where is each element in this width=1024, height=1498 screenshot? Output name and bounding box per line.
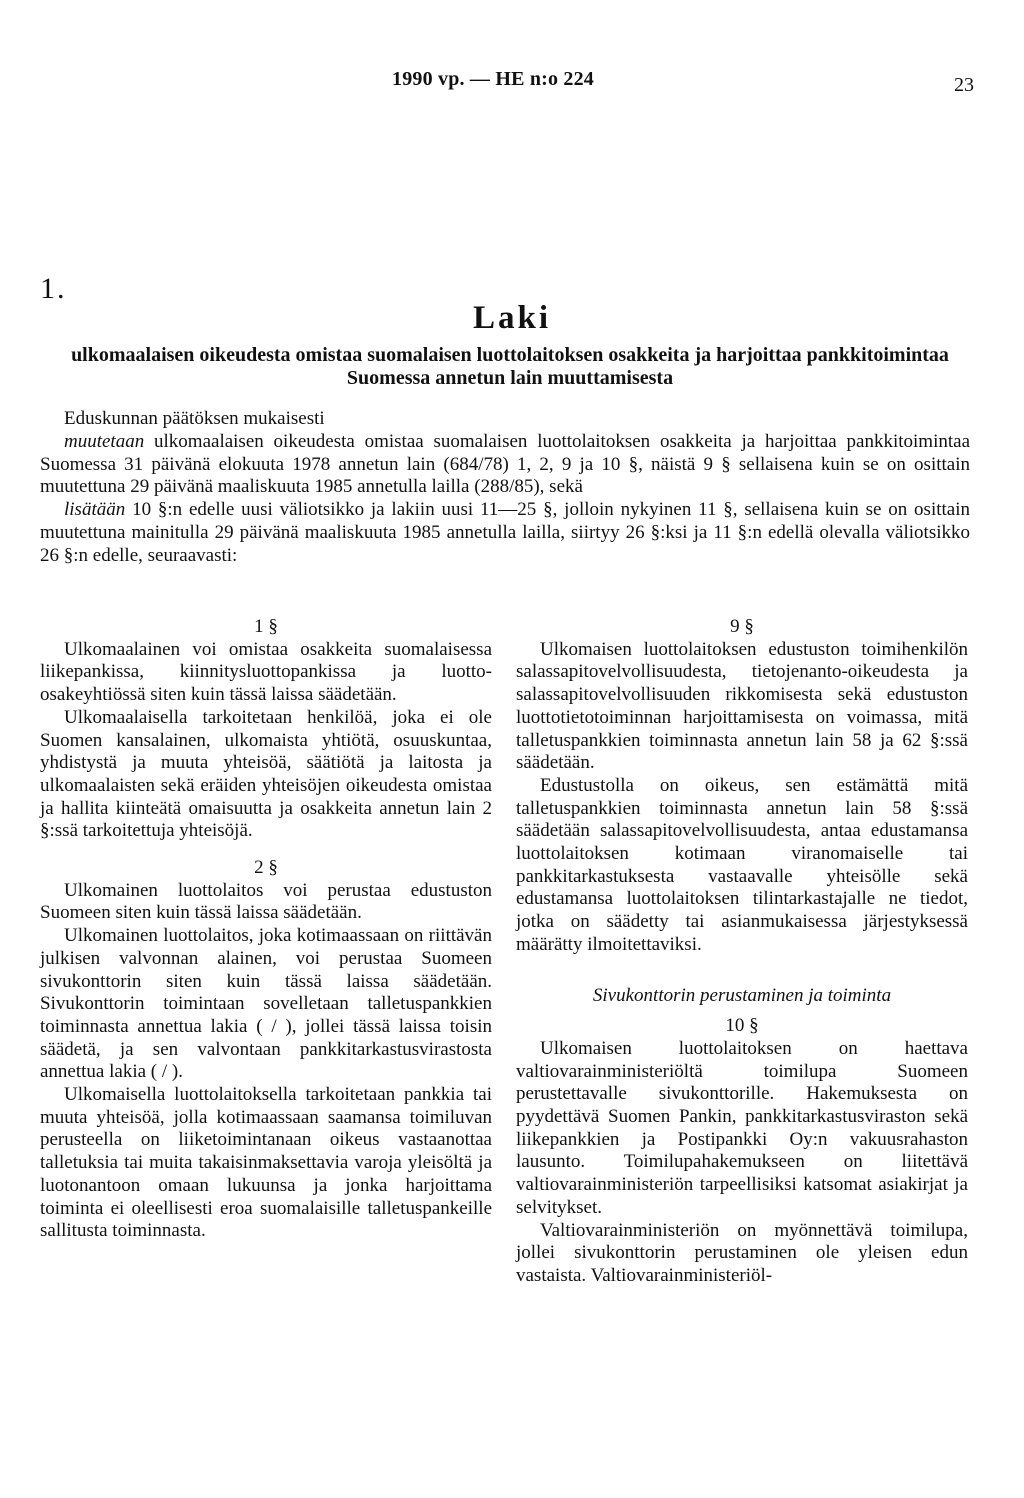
- section-2-paragraph-3: Ulkomaisella luottolaitoksella tarkoitetaan pankkia tai muuta yhteisöä, jolla kotimaassaan saamansa toimiluvan perusteella on liiketoimintanaan oikeus vastaanottaa talletuksia tai muita takaisinmaksettavia varoja yleisöltä ja luotonantoon omaan lukuunsa ja jonka harjoittama toiminta ei oleellisesti eroa suomalaisille talletuspankeille sallitusta toiminnasta.: [40, 1084, 492, 1242]
- section-2-heading: 2 §: [254, 857, 278, 879]
- enacting-clause: Eduskunnan päätöksen mukaisesti: [64, 408, 325, 429]
- section-10-paragraph-1: Ulkomaisen luottolaitoksen on haettava valtiovarainministeriöltä toimilupa Suomeen perustettavalle sivukonttorille. Hakemuksesta on pyydettävä Suomen Pankin, pankkitarkastusviraston sekä liikepankkien ja Postipankki Oy:n vakuusrahaston lausunto. Toimilupahakemukseen on liitettävä valtiovarainministeriön tarpeellisiksi katsomat asiakirjat ja selvitykset.: [516, 1037, 968, 1218]
- amend-clause: [40, 431, 970, 499]
- section-2-paragraph-1: Ulkomainen luottolaitos voi perustaa edustuston Suomeen siten kuin tässä laissa säädetään.: [40, 879, 492, 924]
- section-1-paragraph-1: Ulkomaalainen voi omistaa osakkeita suomalaisessa liikepankissa, kiinnitysluottopankissa ja luotto-osakeyhtiössä siten kuin tässä laissa säädetään.: [40, 638, 492, 706]
- page-number: 23: [954, 74, 974, 96]
- preamble: [40, 408, 970, 568]
- running-head: 1990 vp. — HE n:o 224: [392, 68, 595, 90]
- section-10-heading: 10 §: [725, 1015, 759, 1037]
- law-subtitle: ulkomaalaisen oikeudesta omistaa suomalaisen luottolaitoksen osakkeita ja harjoittaa pankkitoimintaa Suomessa annetun lain muuttamisesta: [71, 344, 949, 389]
- add-text: 10 §:n edelle uusi väliotsikko ja lakiin uusi 11—25 §, jolloin nykyinen 11 §, sellaisena kuin se on osittain muutettuna mainitulla 29 päivänä maaliskuuta 1985 annetulla lailla, siirtyy 26 §:ksi ja 11 §:n edellä olevalla väliotsikko 26 §:n edelle, seuraavasti:: [40, 499, 971, 566]
- section-9-paragraph-2: Edustustolla on oikeus, sen estämättä mitä talletuspankkien toiminnasta annetun lain 58 §:ssä säädetään salassapitovelvollisuudesta, antaa edustamansa luottolaitoksen kotimaan viranomaiselle tai pankkitarkastuksesta vastaavalle yhteisölle sekä edustamansa luottolaitoksen tilintarkastajalle ne tiedot, jotka on säädetty tai asianmukaisessa järjestyksessä määrätty ilmoitettaviksi.: [516, 774, 968, 955]
- left-column: [40, 616, 492, 1243]
- amend-keyword: muutetaan: [64, 430, 145, 452]
- section-9-heading: 9 §: [730, 616, 754, 637]
- section-2-paragraph-2: Ulkomainen luottolaitos, joka kotimaassaan on riittävän julkisen valvonnan alainen, voi perustaa Suomeen sivukonttorin siten kuin tässä laissa säädetään. Sivukonttorin toimintaan sovelletaan talletuspankkien toiminnasta annettua lakia ( / ), jollei tässä laissa toisin säädetä, ja sen valvontaan pankkitarkastusvirastosta annettua lakia ( / ).: [40, 925, 492, 1083]
- section-9-paragraph-1: Ulkomaisen luottolaitoksen edustuston toimihenkilön salassapitovelvollisuudesta, tietojenanto-oikeudesta ja salassapitovelvollisuuden rikkomisesta sekä edustuston luottotietotoiminnan harjoittamisesta on voimassa, mitä talletuspankkien toiminnasta annetun lain 58 ja 62 §:ssä säädetään.: [516, 638, 968, 774]
- section-1-heading: 1 §: [254, 616, 278, 637]
- page-header: [0, 68, 1024, 98]
- add-keyword: lisätään: [64, 499, 126, 521]
- right-column: [516, 616, 968, 1288]
- amend-text: ulkomaalaisen oikeudesta omistaa suomalaisen luottolaitoksen osakkeita ja harjoittaa pankkitoimintaa Suomessa 31 päivänä elokuuta 1978 annetun lain (684/78) 1, 2, 9 ja 10 §, näistä 9 § sellaisena kuin se on osittain muutettuna 29 päivänä maaliskuuta 1985 annetulla lailla (288/85), sekä: [40, 430, 970, 498]
- add-clause: [40, 499, 970, 567]
- law-title: Laki: [472, 300, 552, 336]
- law-number: 1.: [40, 272, 67, 305]
- chapter-subheading: Sivukonttorin perustaminen ja toiminta: [592, 984, 892, 1006]
- section-1-paragraph-2: Ulkomaalaisella tarkoitetaan henkilöä, joka ei ole Suomen kansalainen, ulkomaista yhtiötä, osuuskuntaa, yhdistystä ja muuta yhteisöä, säätiötä ja laitosta ja ulkomaalaisten sekä eräiden yhteisöjen oikeudesta omistaa ja hallita kiinteätä omaisuutta ja osakkeita annetun lain 2 §:ssä tarkoitettuja yhteisöjä.: [40, 706, 492, 842]
- section-10-paragraph-2: Valtiovarainministeriön on myönnettävä toimilupa, jollei sivukonttorin perustaminen ole yleisen edun vastaista. Valtiovarainministeriöl-: [516, 1219, 968, 1286]
